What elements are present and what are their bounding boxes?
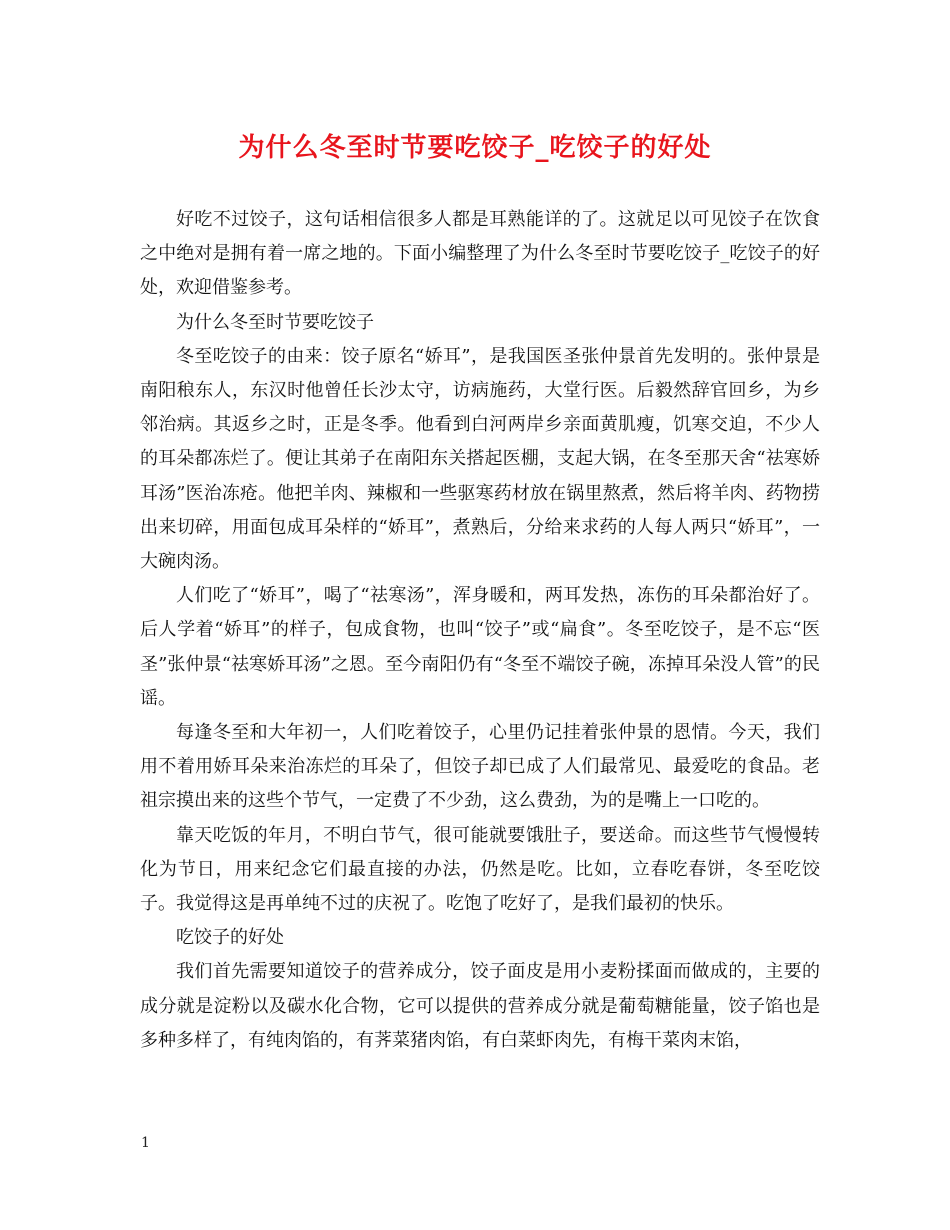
- document-title: 为什么冬至时节要吃饺子_吃饺子的好处: [238, 133, 712, 163]
- document-body: [140, 203, 820, 1058]
- body-paragraph-new-year: 每逢冬至和大年初一，人们吃着饺子，心里仍记挂着张仲景的恩情。今天，我们用不着用娇耳朵来治冻烂的耳朵了，但饺子却已成了人们最常见、最爱吃的食品。老祖宗摸出来的这些个节气，一定费了不少劲，这么费劲，为的是嘴上一口吃的。: [140, 722, 820, 812]
- body-paragraph-origin: 冬至吃饺子的由来：饺子原名“娇耳”，是我国医圣张仲景首先发明的。张仲景是南阳稂东人，东汉时他曾任长沙太守，访病施药，大堂行医。后毅然辞官回乡，为乡邻治病。其返乡之时，正是冬季。他看到白河两岸乡亲面黄肌瘦，饥寒交迫，不少人的耳朵都冻烂了。便让其弟子在南阳东关搭起医棚，支起大锅，在冬至那天舍“祛寒娇耳汤”医治冻疮。他把羊肉、辣椒和一些驱寒药材放在锅里熬煮，然后将羊肉、药物捞出来切碎，用面包成耳朵样的“娇耳”，煮熟后，分给来求药的人每人两只“娇耳”，一大碗肉汤。: [140, 345, 820, 573]
- section-heading-why-dumplings: 为什么冬至时节要吃饺子: [176, 311, 374, 333]
- section-heading-benefits: 吃饺子的好处: [176, 927, 284, 949]
- body-paragraph-solar-terms: 靠天吃饭的年月，不明白节气，很可能就要饿肚子，要送命。而这些节气慢慢转化为节日，用来纪念它们最直接的办法，仍然是吃。比如，立春吃春饼，冬至吃饺子。我觉得这是再单纯不过的庆祝了。吃饱了吃好了，是我们最初的快乐。: [140, 824, 820, 915]
- intro-paragraph: 好吃不过饺子，这句话相信很多人都是耳熟能详的了。这就足以可见饺子在饮食之中绝对是拥有着一席之地的。下面小编整理了为什么冬至时节要吃饺子_吃饺子的好处，欢迎借鉴参考。: [140, 209, 820, 299]
- page-number: 1: [141, 1135, 150, 1151]
- body-paragraph-jiaoer: 人们吃了“娇耳”，喝了“祛寒汤”，浑身暖和，两耳发热，冻伤的耳朵都治好了。后人学着“娇耳”的样子，包成食物，也叫“饺子”或“扁食”。冬至吃饺子，是不忘“医圣”张仲景“祛寒娇耳汤”之恩。至今南阳仍有“冬至不端饺子碗，冻掉耳朵没人管”的民谣。: [140, 585, 820, 709]
- body-paragraph-nutrition: 我们首先需要知道饺子的营养成分，饺子面皮是用小麦粉揉面而做成的，主要的成分就是淀粉以及碳水化合物，它可以提供的营养成分就是葡萄糖能量，饺子馅也是多种多样了，有纯肉馅的，有荠菜猪肉馅，有白菜虾肉先，有梅干菜肉末馅，: [140, 961, 820, 1051]
